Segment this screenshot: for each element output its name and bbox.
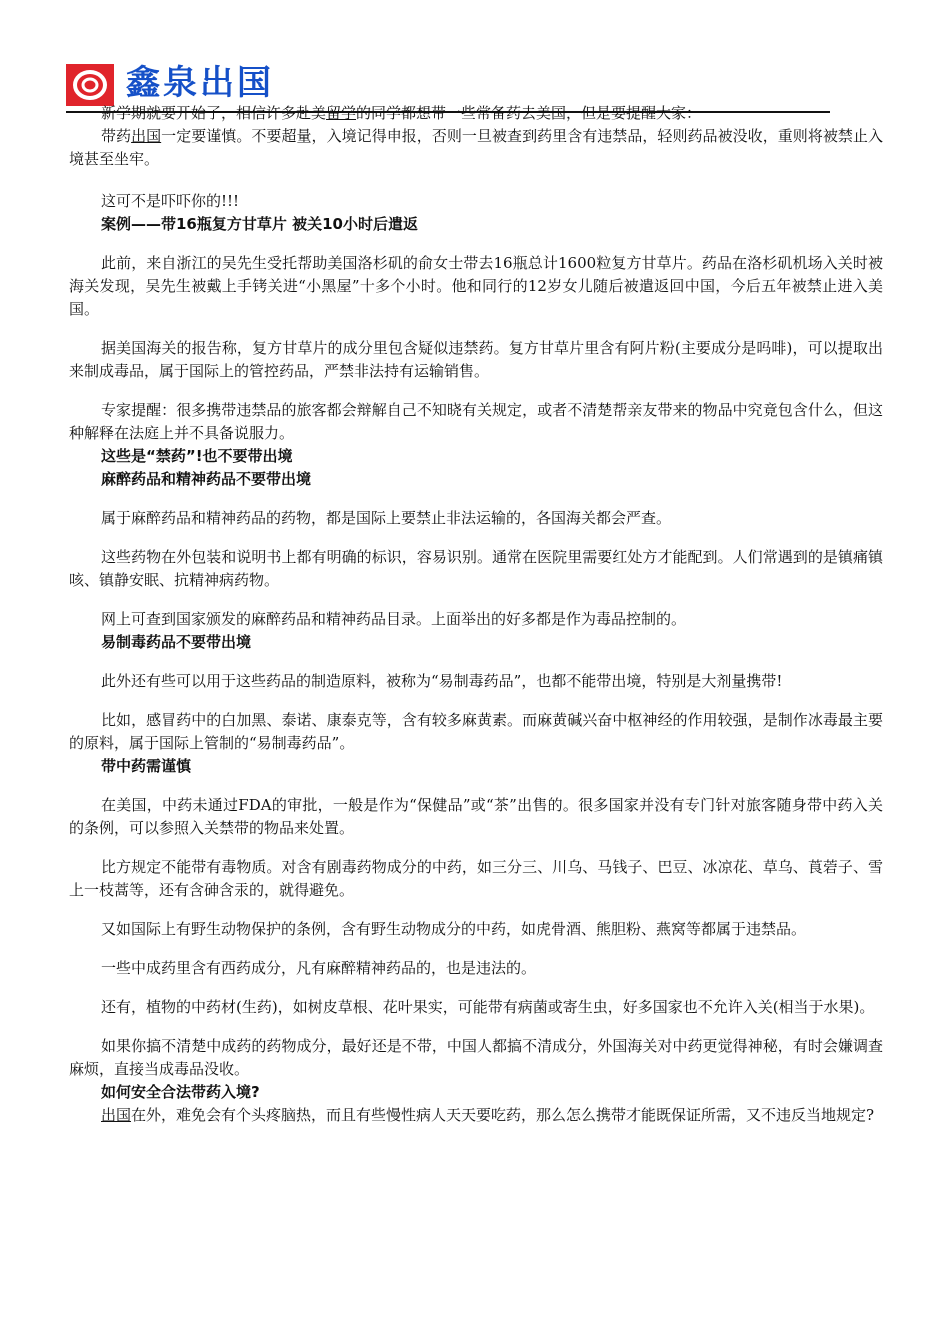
section-heading: 如何安全合法带药入境? <box>101 1083 260 1101</box>
paragraph: 比如，感冒药中的白加黑、泰诺、康泰克等，含有较多麻黄素。而麻黄碱兴奋中枢神经的作用较强，是制作冰毒最主要的原料，属于国际上管制的“易制毒药品”。 <box>69 711 883 752</box>
paragraph: 据美国海关的报告称，复方甘草片的成分里包含疑似违禁药。复方甘草片里含有阿片粉(主要成分是吗啡)，可以提取出来制成毒品，属于国际上的管控药品，严禁非法持有运输销售。 <box>69 339 883 380</box>
paragraph: 此外还有些可以用于这些药品的制造原料，被称为“易制毒药品”，也都不能带出境，特别是大剂量携带! <box>101 672 783 690</box>
brand-name: 鑫泉出国 <box>126 63 274 103</box>
study-abroad-link[interactable]: 留学 <box>326 104 357 122</box>
section-heading: 易制毒药品不要带出境 <box>101 633 252 651</box>
go-abroad-link[interactable]: 出国 <box>101 1106 132 1124</box>
paragraph: 在美国，中药未通过FDA的审批，一般是作为“保健品”或“茶”出售的。很多国家并没有专门针对旅客随身带中药入关的条例，可以参照入关禁带的物品来处置。 <box>69 796 883 837</box>
paragraph: 如果你搞不清楚中成药的药物成分，最好还是不带，中国人都搞不清成分，外国海关对中药更觉得神秘，有时会嫌调查麻烦，直接当成毒品没收。 <box>69 1037 883 1078</box>
ring-logo-icon <box>66 64 114 106</box>
paragraph: 又如国际上有野生动物保护的条例，含有野生动物成分的中药，如虎骨酒、熊胆粉、燕窝等都属于违禁品。 <box>101 920 807 938</box>
section-heading: 带中药需谨慎 <box>101 757 192 775</box>
paragraph: 出国在外，难免会有个头疼脑热，而且有些慢性病人天天要吃药，那么怎么携带才能既保证所需，又不违反当地规定? <box>101 1106 875 1124</box>
go-abroad-link[interactable]: 出国 <box>131 127 162 145</box>
intro-paragraph: 新学期就要开始了，相信许多赴美留学的同学都想带一些常备药去美国，但是要提醒大家： <box>101 104 702 122</box>
paragraph: 带药出国一定要谨慎。不要超量，入境记得申报，否则一旦被查到药里含有违禁品，轻则药品被没收，重则将被禁止入境甚至坐牢。 <box>69 127 883 168</box>
paragraph: 专家提醒：很多携带违禁品的旅客都会辩解自己不知晓有关规定，或者不清楚帮亲友带来的物品中究竟包含什么，但这种解释在法庭上并不具备说服力。 <box>69 401 883 442</box>
section-heading: 案例——带16瓶复方甘草片 被关10小时后遣返 <box>101 215 418 233</box>
paragraph: 还有，植物的中药材(生药)，如树皮草根、花叶果实，可能带有病菌或寄生虫，好多国家也不允许入关(相当于水果)。 <box>101 998 875 1016</box>
paragraph: 此前，来自浙江的吴先生受托帮助美国洛杉矶的俞女士带去16瓶总计1600粒复方甘草片。药品在洛杉矶机场入关时被海关发现，吴先生被戴上手铐关进“小黑屋”十多个小时。他和同行的12岁女儿随后被遣返回中国，今后五年被禁止进入美国。 <box>69 254 883 318</box>
paragraph: 属于麻醉药品和精神药品的药物，都是国际上要禁止非法运输的，各国海关都会严查。 <box>101 509 672 527</box>
paragraph: 一些中成药里含有西药成分，凡有麻醉精神药品的，也是违法的。 <box>101 959 537 977</box>
section-heading: 麻醉药品和精神药品不要带出境 <box>101 470 312 488</box>
paragraph: 这可不是吓吓你的!!! <box>101 192 240 210</box>
paragraph: 网上可查到国家颁发的麻醉药品和精神药品目录。上面举出的好多都是作为毒品控制的。 <box>101 610 687 628</box>
paragraph: 这些药物在外包装和说明书上都有明确的标识，容易识别。通常在医院里需要红处方才能配到。人们常遇到的是镇痛镇咳、镇静安眠、抗精神病药物。 <box>69 548 883 589</box>
article-body <box>69 102 883 1127</box>
section-heading: 这些是“禁药”!也不要带出境 <box>101 447 293 465</box>
paragraph: 比方规定不能带有毒物质。对含有剧毒药物成分的中药，如三分三、川乌、马钱子、巴豆、冰凉花、草乌、莨菪子、雪上一枝蒿等，还有含砷含汞的，就得避免。 <box>69 858 883 899</box>
